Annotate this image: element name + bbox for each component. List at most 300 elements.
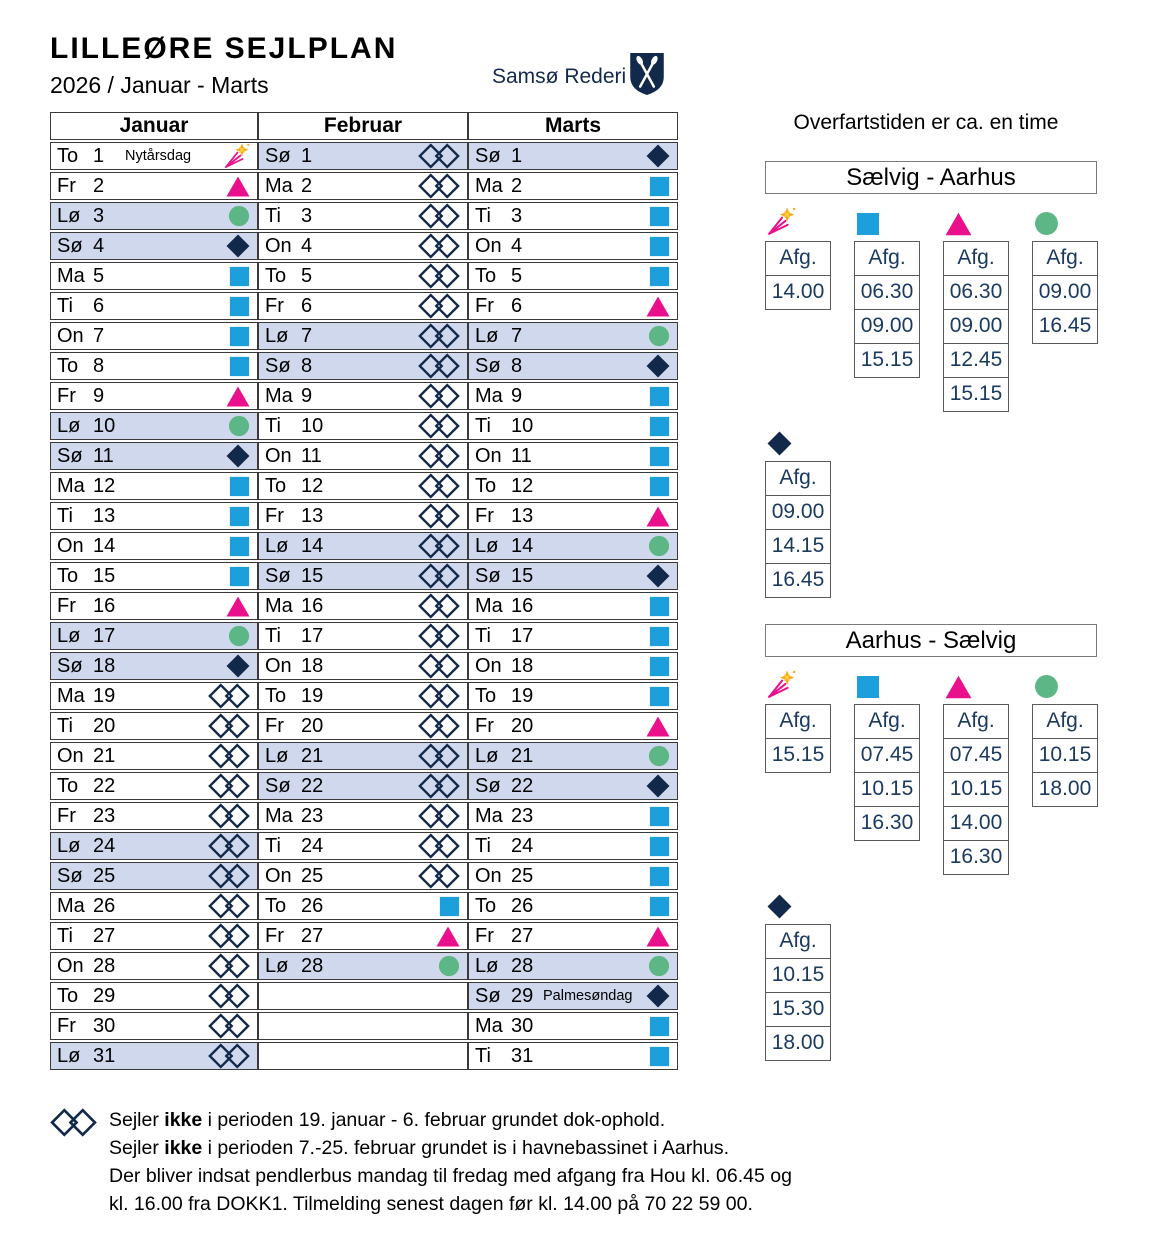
day-number: 26 [301,894,324,917]
firework-icon [765,206,831,236]
day-number: 15 [301,564,324,587]
day-number: 14 [93,534,116,557]
day-abbrev: To [57,774,79,797]
day-number: 31 [511,1044,534,1067]
day-abbrev: Fr [265,294,284,317]
circle-icon [648,325,670,347]
square-icon [649,596,670,617]
day-number: 7 [511,324,523,347]
day-cell [258,352,468,380]
legend-line: kl. 16.00 fra DOKK1. Tilmelding senest dagen før kl. 14.00 på 70 22 59 00. [109,1193,753,1215]
square-icon [649,626,670,647]
day-cell [50,142,258,170]
day-number: 14 [511,534,534,557]
day-number: 31 [93,1044,116,1067]
day-abbrev: Ti [57,294,73,317]
day-abbrev: Lø [475,954,499,977]
day-cell [50,982,258,1010]
square-icon [649,1016,670,1037]
day-number: 8 [93,354,105,377]
day-cell [468,502,678,530]
day-abbrev: On [265,864,292,887]
day-cell [468,142,678,170]
day-abbrev: Fr [57,384,76,407]
day-abbrev: To [265,894,287,917]
day-cell [50,622,258,650]
day-abbrev: Sø [475,774,501,797]
departure-column [854,206,920,412]
day-abbrev: Fr [57,594,76,617]
day-number: 9 [511,384,523,407]
day-abbrev: Lø [265,954,289,977]
day-number: 11 [511,444,532,467]
day-cell [50,592,258,620]
day-abbrev: On [265,234,292,257]
day-number: 13 [301,504,324,527]
square-icon [229,266,250,287]
triangle-icon [646,926,670,947]
calendar-row [50,172,678,200]
departure-column [1032,669,1098,875]
departure-column [943,206,1009,412]
afg-header-cell: Afg. [943,704,1009,740]
no-sailing-icon [418,353,460,379]
brand-logo [492,52,665,101]
day-number: 10 [511,414,534,437]
day-cell [258,832,468,860]
day-number: 15 [93,564,116,587]
departure-time-cell: 09.00 [765,495,831,531]
day-abbrev: Ti [57,924,73,947]
day-cell [258,532,468,560]
diamond-icon [226,444,250,468]
day-cell [50,742,258,770]
calendar-row [50,982,678,1010]
diamond-icon [646,984,670,1008]
day-cell [468,982,678,1010]
day-cell [258,802,468,830]
page-title: LILLEØRE SEJLPLAN [50,32,398,65]
departure-time-cell: 09.00 [854,309,920,345]
square-icon [649,446,670,467]
square-icon [649,236,670,257]
day-number: 5 [93,264,105,287]
no-sailing-icon [208,1013,250,1039]
departure-time-cell: 15.15 [943,377,1009,413]
day-abbrev: Sø [475,564,501,587]
no-sailing-icon [418,743,460,769]
day-number: 23 [93,804,116,827]
day-abbrev: Lø [475,534,499,557]
day-abbrev: Lø [57,1044,81,1067]
day-number: 12 [93,474,116,497]
departure-time-cell: 10.15 [943,772,1009,808]
no-sailing-icon [208,893,250,919]
no-sailing-icon [208,923,250,949]
calendar-row [50,292,678,320]
day-abbrev: To [57,984,79,1007]
square-icon [649,206,670,227]
day-cell [50,262,258,290]
calendar-row [50,562,678,590]
departure-time-cell: 16.30 [854,806,920,842]
day-cell [258,652,468,680]
day-abbrev: Ti [475,834,491,857]
month-header-marts: Marts [468,112,678,140]
page-subtitle: 2026 / Januar - Marts [50,72,269,98]
calendar-row [50,892,678,920]
day-cell [50,502,258,530]
day-cell [50,952,258,980]
day-abbrev: To [475,894,497,917]
day-number: 11 [93,444,114,467]
day-cell [258,892,468,920]
departure-time-cell: 16.45 [1032,309,1098,345]
square-icon [229,566,250,587]
triangle-icon [646,296,670,317]
month-header-row [50,112,678,140]
day-cell [258,232,468,260]
day-cell [468,952,678,980]
day-number: 25 [301,864,324,887]
square-icon [649,476,670,497]
no-sailing-icon [208,743,250,769]
day-abbrev: Fr [57,1014,76,1037]
square-icon [649,836,670,857]
no-sailing-icon [418,383,460,409]
day-cell [50,562,258,590]
day-cell [468,652,678,680]
day-abbrev: Lø [475,744,499,767]
day-abbrev: Sø [57,654,83,677]
day-number: 28 [301,954,324,977]
diamond-icon [646,564,670,588]
day-cell [50,352,258,380]
day-cell [258,712,468,740]
departure-columns [765,669,1112,875]
day-abbrev: Fr [265,504,284,527]
day-cell [468,292,678,320]
day-abbrev: Lø [265,324,289,347]
no-sailing-icon [418,863,460,889]
day-abbrev: Ma [475,804,503,827]
day-abbrev: Ti [265,204,281,227]
diamond-icon [646,774,670,798]
day-abbrev: Fr [57,804,76,827]
day-abbrev: On [57,534,84,557]
afg-header-cell: Afg. [765,241,831,277]
day-number: 1 [301,144,313,167]
day-cell [468,202,678,230]
day-abbrev: Ma [57,474,85,497]
calendar-row [50,802,678,830]
day-cell [468,562,678,590]
day-cell [258,262,468,290]
holiday-note: Palmesøndag [543,988,633,1004]
day-number: 12 [511,474,534,497]
day-cell [468,742,678,770]
afg-header-cell: Afg. [765,704,831,740]
legend-line: Sejler ikke i perioden 7.-25. februar grundet is i havnebassinet i Aarhus. [109,1137,730,1159]
departure-time-cell: 14.15 [765,529,831,565]
no-sailing-icon [418,203,460,229]
departure-time-cell: 09.00 [943,309,1009,345]
square-icon [229,536,250,557]
day-abbrev: Fr [265,714,284,737]
day-number: 26 [93,894,116,917]
route-title: Aarhus - Sælvig [765,624,1097,657]
legend [50,1106,792,1218]
afg-header-cell: Afg. [1032,241,1098,277]
departure-time-cell: 16.30 [943,840,1009,876]
calendar-row [50,832,678,860]
day-number: 9 [301,384,313,407]
departure-time-cell: 18.00 [1032,772,1098,808]
day-number: 25 [511,864,534,887]
day-abbrev: Sø [57,234,83,257]
no-sailing-icon [418,803,460,829]
empty-day-cell [258,1042,468,1070]
departure-column [854,669,920,875]
day-number: 23 [511,804,534,827]
afg-header-cell: Afg. [943,241,1009,277]
day-number: 10 [93,414,116,437]
shield-crossed-oars-icon [629,52,665,101]
circle-icon [1032,206,1098,236]
day-number: 16 [301,594,324,617]
day-number: 3 [511,204,523,227]
departure-column [765,206,831,412]
day-cell [50,832,258,860]
triangle-icon [226,596,250,617]
diamond-icon [226,234,250,258]
square-icon [229,476,250,497]
day-cell [50,682,258,710]
circle-icon [1032,669,1098,699]
day-cell [258,412,468,440]
no-sailing-icon [418,533,460,559]
day-abbrev: Sø [57,444,83,467]
day-number: 6 [93,294,105,317]
day-number: 27 [301,924,324,947]
day-abbrev: Ti [475,414,491,437]
circle-icon [648,535,670,557]
day-abbrev: Ma [57,684,85,707]
day-number: 21 [301,744,324,767]
day-number: 15 [511,564,534,587]
day-number: 30 [511,1014,534,1037]
square-icon [649,806,670,827]
no-sailing-icon [208,683,250,709]
square-icon [649,416,670,437]
day-number: 4 [511,234,523,257]
triangle-icon [646,506,670,527]
calendar-row [50,742,678,770]
day-number: 22 [511,774,534,797]
day-number: 28 [93,954,116,977]
square-icon [229,506,250,527]
calendar-row [50,412,678,440]
day-abbrev: Sø [475,984,501,1007]
calendar-row [50,922,678,950]
day-cell [468,262,678,290]
day-number: 23 [301,804,324,827]
no-sailing-icon [418,683,460,709]
no-sailing-icon [418,233,460,259]
day-number: 24 [511,834,534,857]
day-cell [258,562,468,590]
day-number: 18 [301,654,324,677]
day-number: 24 [93,834,116,857]
day-abbrev: On [475,864,502,887]
departure-time-cell: 06.30 [854,275,920,311]
day-number: 6 [511,294,523,317]
day-number: 29 [93,984,116,1007]
day-abbrev: On [265,654,292,677]
day-abbrev: Lø [57,624,81,647]
no-sailing-icon [418,473,460,499]
no-sailing-icon [418,773,460,799]
diamond-icon [765,426,835,456]
departure-time-cell: 09.00 [1032,275,1098,311]
day-abbrev: Sø [265,144,291,167]
calendar-row [50,442,678,470]
day-cell [258,592,468,620]
departure-column [765,889,835,1061]
day-number: 2 [511,174,523,197]
day-number: 8 [511,354,523,377]
no-sailing-icon [418,503,460,529]
no-sailing-icon [418,563,460,589]
afg-header-cell: Afg. [765,924,831,960]
calendar-row [50,1012,678,1040]
day-cell [468,712,678,740]
day-number: 19 [511,684,534,707]
day-number: 9 [93,384,105,407]
day-cell [468,802,678,830]
no-sailing-icon [418,713,460,739]
day-number: 19 [93,684,116,707]
day-abbrev: On [57,744,84,767]
calendar-row [50,592,678,620]
day-number: 20 [511,714,534,737]
day-abbrev: Lø [265,534,289,557]
day-number: 7 [93,324,105,347]
calendar-row [50,352,678,380]
day-cell [468,1042,678,1070]
day-number: 16 [511,594,534,617]
calendar-row [50,472,678,500]
day-number: 8 [301,354,313,377]
day-cell [50,1012,258,1040]
departure-time-cell: 07.45 [943,738,1009,774]
day-cell [258,202,468,230]
day-number: 26 [511,894,534,917]
day-abbrev: Ma [475,174,503,197]
day-number: 16 [93,594,116,617]
calendar-row [50,682,678,710]
day-number: 21 [511,744,534,767]
square-icon [649,866,670,887]
day-number: 13 [93,504,116,527]
day-number: 1 [93,144,105,167]
departure-column [1032,206,1098,412]
day-abbrev: On [475,444,502,467]
day-cell [50,712,258,740]
day-abbrev: Ma [475,594,503,617]
day-cell [468,532,678,560]
day-cell [50,922,258,950]
firework-icon [765,669,831,699]
day-abbrev: Fr [475,714,494,737]
afg-header-cell: Afg. [1032,704,1098,740]
day-cell [258,922,468,950]
no-sailing-icon [418,263,460,289]
day-abbrev: Fr [475,294,494,317]
day-abbrev: Ma [265,594,293,617]
circle-icon [648,955,670,977]
calendar-row [50,502,678,530]
departure-column [943,669,1009,875]
departure-columns [765,206,1112,412]
day-abbrev: Ti [265,414,281,437]
day-cell [50,1042,258,1070]
calendar-row [50,322,678,350]
no-sailing-icon [208,953,250,979]
day-abbrev: Sø [57,864,83,887]
day-cell [468,172,678,200]
no-sailing-icon [418,443,460,469]
departure-time-cell: 10.15 [765,958,831,994]
triangle-icon [646,716,670,737]
day-number: 2 [301,174,313,197]
day-abbrev: Sø [265,354,291,377]
day-cell [468,412,678,440]
day-cell [468,1012,678,1040]
square-icon [229,326,250,347]
day-number: 20 [301,714,324,737]
square-icon [439,896,460,917]
day-cell [258,682,468,710]
day-abbrev: To [265,264,287,287]
day-cell [50,322,258,350]
day-number: 5 [511,264,523,287]
day-abbrev: On [475,654,502,677]
day-abbrev: Sø [265,774,291,797]
calendar-row [50,142,678,170]
no-sailing-icon [418,653,460,679]
day-number: 7 [301,324,313,347]
diamond-icon [765,889,835,919]
square-icon [649,386,670,407]
day-number: 21 [93,744,116,767]
day-cell [468,472,678,500]
firework-icon [224,143,250,169]
day-abbrev: On [475,234,502,257]
day-abbrev: Lø [57,834,81,857]
day-abbrev: Ma [265,174,293,197]
afg-header-cell: Afg. [854,704,920,740]
day-abbrev: Ti [265,624,281,647]
day-number: 17 [511,624,534,647]
holiday-note: Nytårsdag [125,148,192,164]
day-abbrev: Lø [475,324,499,347]
sailing-calendar [50,110,678,1072]
no-sailing-icon [418,323,460,349]
departure-time-cell: 15.15 [765,738,831,774]
day-number: 22 [93,774,116,797]
no-sailing-icon [418,143,460,169]
